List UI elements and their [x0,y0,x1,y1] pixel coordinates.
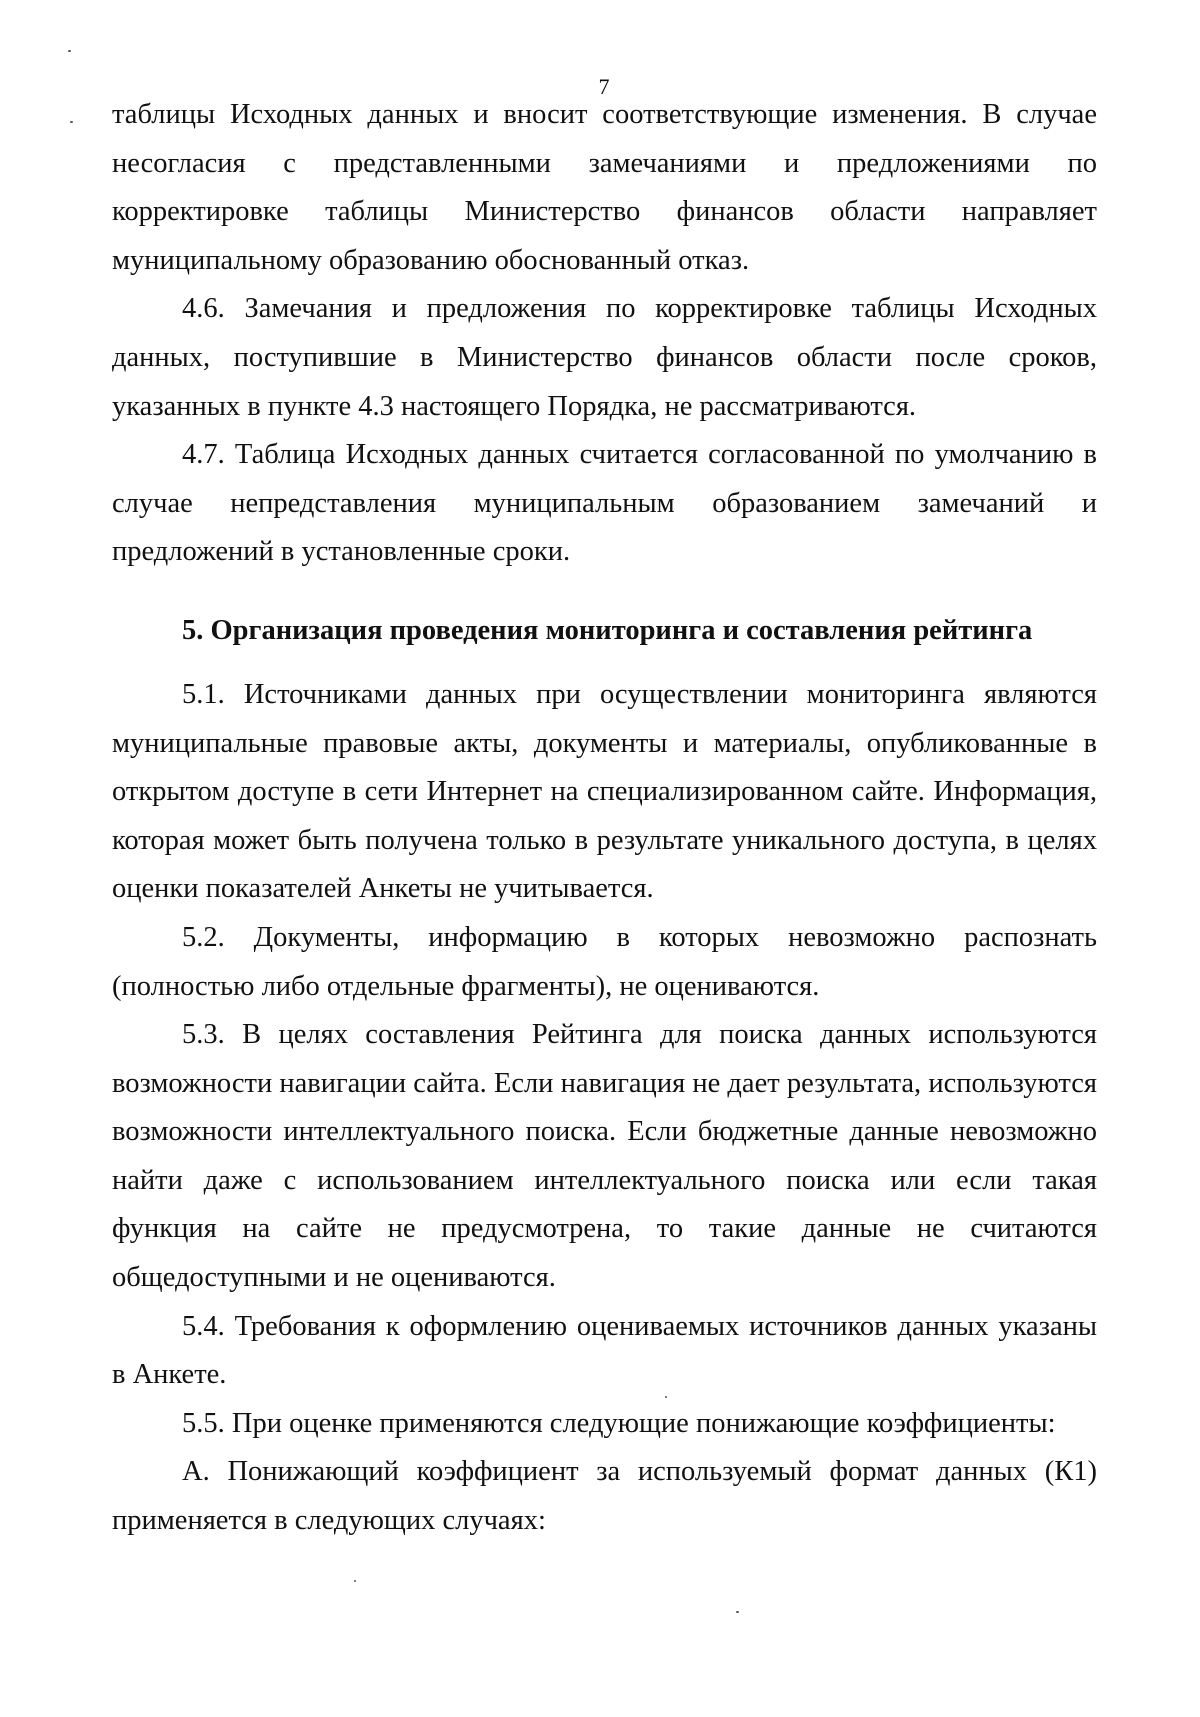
scan-speck [736,1611,739,1613]
scan-speck [354,1580,356,1582]
paragraph-5-2: 5.2. Документы, информацию в которых невозможно распознать (полностью либо отдельные фрагменты), не оцениваются. [112,921,1097,1002]
scan-speck [68,50,71,52]
paragraph-5-5-a: А. Понижающий коэффициент за используемый формат данных (К1) применяется в следующих случаях: [112,1456,1097,1537]
scan-speck [70,121,73,123]
scan-speck [665,1396,667,1398]
page-number: 7 [598,74,610,99]
paragraph-4-6: 4.6. Замечания и предложения по корректировке таблицы Исходных данных, поступившие в Министерство финансов области после сроков, указанных в пункте 4.3 настоящего Порядка, не рассматриваются. [112,293,1097,422]
section-heading: 5. Организация проведения мониторинга и составления рейтинга [182,614,1033,646]
paragraph-5-3: 5.3. В целях составления Рейтинга для поиска данных используются возможности навигации сайта. Если навигация не дает результата, используются возможности интеллектуального поиска. Если бюджетные данные невозможно найти даже с использованием интеллектуального поиска или если такая функция на сайте не предусмотрена, то такие данные не считаются общедоступными и не оцениваются. [112,1019,1097,1294]
paragraph-4-7: 4.7. Таблица Исходных данных считается согласованной по умолчанию в случае непредставления муниципальным образованием замечаний и предложений в установленные сроки. [112,439,1097,568]
paragraph-5-5: 5.5. При оценке применяются следующие понижающие коэффициенты: [182,1407,1056,1439]
document-body [112,91,1097,1546]
paragraph-5-4: 5.4. Требования к оформлению оцениваемых источников данных указаны в Анкете. [112,1310,1097,1391]
paragraph-continuation: таблицы Исходных данных и вносит соответствующие изменения. В случае несогласия с представленными замечаниями и предложениями по корректировке таблицы Министерство финансов области направляет муниципальному образованию обоснованный отказ. [112,99,1097,276]
paragraph-5-1: 5.1. Источниками данных при осуществлении мониторинга являются муниципальные правовые акты, документы и материалы, опубликованные в открытом доступе в сети Интернет на специализированном сайте. Информация, которая может быть получена только в результате уникального доступа, в целях оценки показателей Анкеты не учитывается. [112,678,1097,905]
